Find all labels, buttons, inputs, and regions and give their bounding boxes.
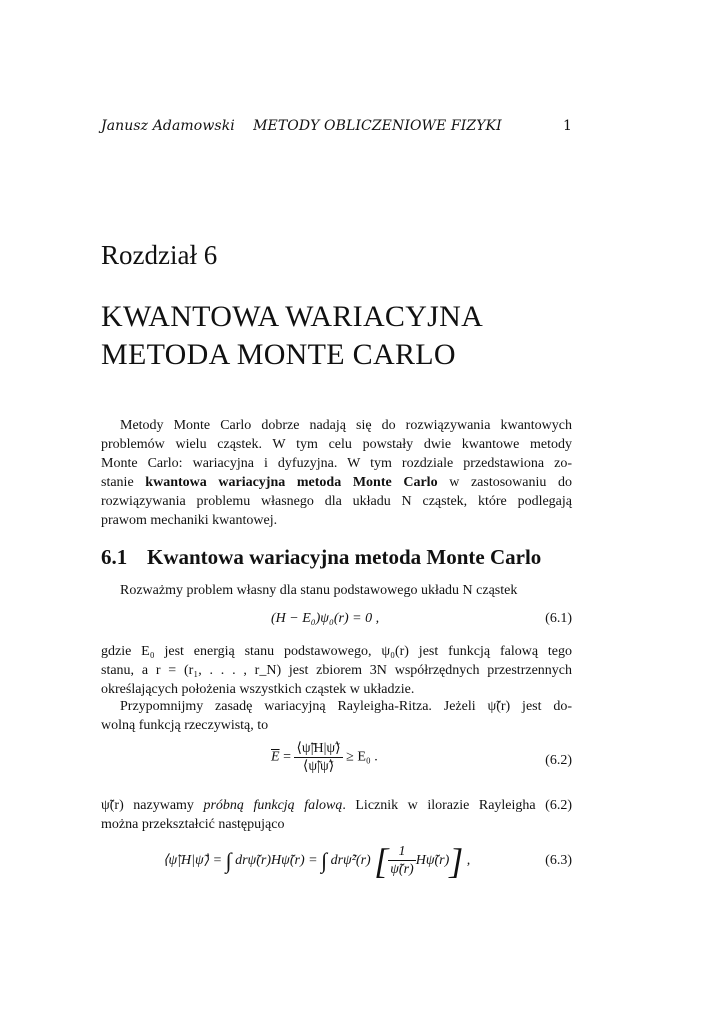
intro-line-5: rozwiązywania problemu własnego dla układu N cząstek, które podlegają [101, 494, 572, 509]
p2-line-2: stanu, a r = (r₁, . . . , r_N) jest zbiorem 3N współrzędnych przestrzennych [101, 663, 572, 678]
eq-6-2-body: $\overline{E}$ = $\frac{⟨\psĩ|H|\psĩ⟩}{⟨\psĩ|\psĩ⟩}$ ≥ E₀ . [271, 741, 378, 774]
p4-line-1 [101, 796, 572, 815]
intro-line-3: Monte Carlo: wariacyjna i dyfuzyjna. W tym rozdziale przedstawiona zo- [101, 456, 572, 471]
chapter-title-line-1: KWANTOWA WARIACYJNA [101, 300, 484, 333]
chapter-title [101, 298, 581, 374]
section-heading [101, 544, 581, 570]
chapter-title-line-2: METODA MONTE CARLO [101, 338, 456, 371]
eq-6-3-part-3: drψ̃²(r) [330, 853, 371, 868]
paragraph-4 [101, 796, 572, 834]
header-author: Janusz Adamowski [101, 118, 235, 134]
eq-6-3-part-4: Hψ̃(r) [415, 853, 450, 868]
trial-wavefunction-term: próbną funkcją falową [203, 798, 343, 813]
method-name-bold: kwantowa wariacyjna metoda Monte Carlo [145, 475, 438, 490]
intro-line-4-pre: stanie [101, 475, 146, 490]
p4-line-2: można przekształcić następująco [101, 817, 285, 832]
rayleigh-numerator: ⟨ψ̃|H|ψ̃⟩ [296, 741, 341, 756]
intro-line-1: Metody Monte Carlo dobrze nadają się do rozwiązywania kwantowych [120, 418, 572, 433]
equation-6-2 [101, 740, 572, 784]
right-bracket-icon: ] [449, 841, 464, 881]
p1-line-1: Rozważmy problem własny dla stanu podstawowego układu N cząstek [120, 583, 518, 598]
chapter-label: Rozdział 6 [101, 240, 218, 270]
equation-6-3 [101, 840, 572, 884]
intro-line-2: problemów wielu cząstek. W tym celu powstały dwie kwantowe metody [101, 437, 572, 452]
eq-6-3-part-2: drψ̃(r)Hψ̃(r) = [235, 853, 322, 868]
eq-6-3-frac-denominator: ψ̃(r) [390, 862, 414, 878]
rayleigh-denominator: ⟨ψ̃|ψ̃⟩ [302, 759, 335, 774]
left-bracket-icon: [ [374, 841, 389, 881]
intro-line-4-post: w zastosowaniu do [437, 475, 573, 490]
integral-sign-icon: ∫ [225, 848, 232, 873]
header-book-title: METODY OBLICZENIOWE FIZYKI [253, 118, 502, 134]
paragraph-3 [101, 697, 572, 735]
eq-6-3-number: (6.3) [545, 853, 572, 868]
running-header [101, 117, 572, 135]
p3-line-2: wolną funkcją rzeczywistą, to [101, 718, 269, 733]
eq-6-1-number: (6.1) [545, 611, 572, 626]
p3-line-1: Przypomnijmy zasadę wariacyjną Rayleigha-Ritza. Jeżeli ψ̃(r) jest do- [120, 699, 572, 714]
paragraph-1 [101, 581, 572, 600]
intro-paragraph [101, 416, 572, 530]
eq-6-3-fraction [388, 843, 415, 878]
rayleigh-quotient [294, 740, 342, 775]
p2-line-1: gdzie E₀ jest energią stanu podstawowego, ψ₀(r) jest funkcją falową tego [101, 644, 572, 659]
section-number: 6.1 [101, 545, 128, 569]
p4-line-1-pre: ψ̃(r) nazywamy [101, 798, 204, 813]
intro-line-6: prawom mechaniki kwantowej. [101, 513, 278, 528]
integral-sign-icon: ∫ [321, 848, 328, 873]
section-title: Kwantowa wariacyjna metoda Monte Carlo [147, 545, 542, 569]
eq-6-3-part-1: ⟨ψ̃|H|ψ̃⟩ = [163, 853, 226, 868]
eq-6-2-number: (6.2) [545, 753, 572, 768]
p2-line-3: określających położenia wszystkich cząstek w układzie. [101, 682, 415, 697]
eq-6-3-body [163, 840, 470, 882]
eq-6-3-tail: , [463, 853, 471, 868]
eq-6-2-rhs: ≥ E₀ . [346, 749, 378, 765]
paragraph-2 [101, 642, 572, 699]
eq-6-2-lhs: $\overline{E}$ [271, 749, 280, 765]
eq-6-1-body: (H − E₀)ψ₀(r) = 0 , [271, 611, 380, 626]
page-number: 1 [562, 118, 572, 134]
p4-line-1-post: . Licznik w ilorazie Rayleigha (6.2) [342, 798, 572, 813]
equation-6-1 [101, 611, 572, 631]
eq-6-3-frac-numerator: 1 [388, 843, 415, 861]
intro-line-4 [101, 473, 572, 492]
